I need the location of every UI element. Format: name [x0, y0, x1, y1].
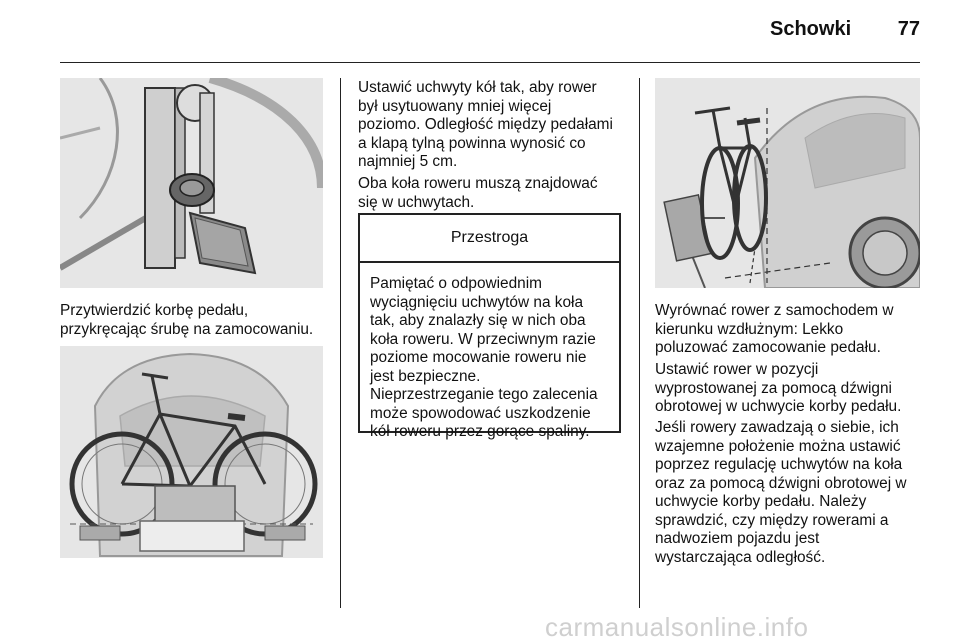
column-divider-2: [639, 78, 640, 608]
pedal-crank-illustration: [60, 78, 323, 288]
watermark: carmanualsonline.info: [545, 612, 809, 642]
section-title: Schowki: [770, 18, 852, 40]
paragraph-wheel-holders: Ustawić uchwyty kół tak, aby rower był usytuowany mniej więcej poziomo. Odległość między pedałami a klapą tylną powinna wynosić co najmniej 5 cm.: [358, 79, 613, 170]
bicycle-on-carrier-rear-illustration: [60, 346, 323, 558]
paragraph-align-bike: Wyrównać rower z samochodem w kierunku wzdłużnym: Lekko poluzować zamocowanie pedału.: [655, 302, 894, 356]
caution-text: Pamiętać o odpowiednim wyciągnięciu uchwytów na koła tak, aby znalazły się w nich oba koła roweru. W przeciwnym razie poziome mocowanie roweru nie jest bezpieczne. Nieprzestrzeganie tego zalecenia może spowodować uszkodzenie kół roweru przez gorące spaliny.: [370, 275, 598, 440]
column-divider-1: [340, 78, 341, 608]
bicycle-alignment-side-illustration: [655, 78, 920, 288]
paragraph-upright-position: Ustawić rower w pozycji wyprostowanej za pomocą dźwigni obrotowej w uchwycie korby pedału.: [655, 361, 902, 415]
caption-pedal-fix: Przytwierdzić korbę pedału, przykręcając śrubę na zamocowaniu.: [60, 302, 314, 338]
header-divider: [60, 62, 920, 63]
paragraph-both-wheels: Oba koła roweru muszą znajdować się w uchwytach.: [358, 175, 598, 211]
paragraph-bike-spacing: Jeśli rowery zawadzają o siebie, ich wzajemne położenie można ustawić poprzez regulację uchwytów na koła oraz za pomocą dźwigni obrotowej w uchwycie korby pedału. Należy sprawdzić, czy między rowerami a nadwoziem pojazdu jest wystarczająca odległość.: [655, 419, 907, 566]
caution-title: Przestroga: [360, 215, 619, 263]
caution-box: [358, 213, 621, 440]
page-number: 77: [897, 18, 920, 40]
